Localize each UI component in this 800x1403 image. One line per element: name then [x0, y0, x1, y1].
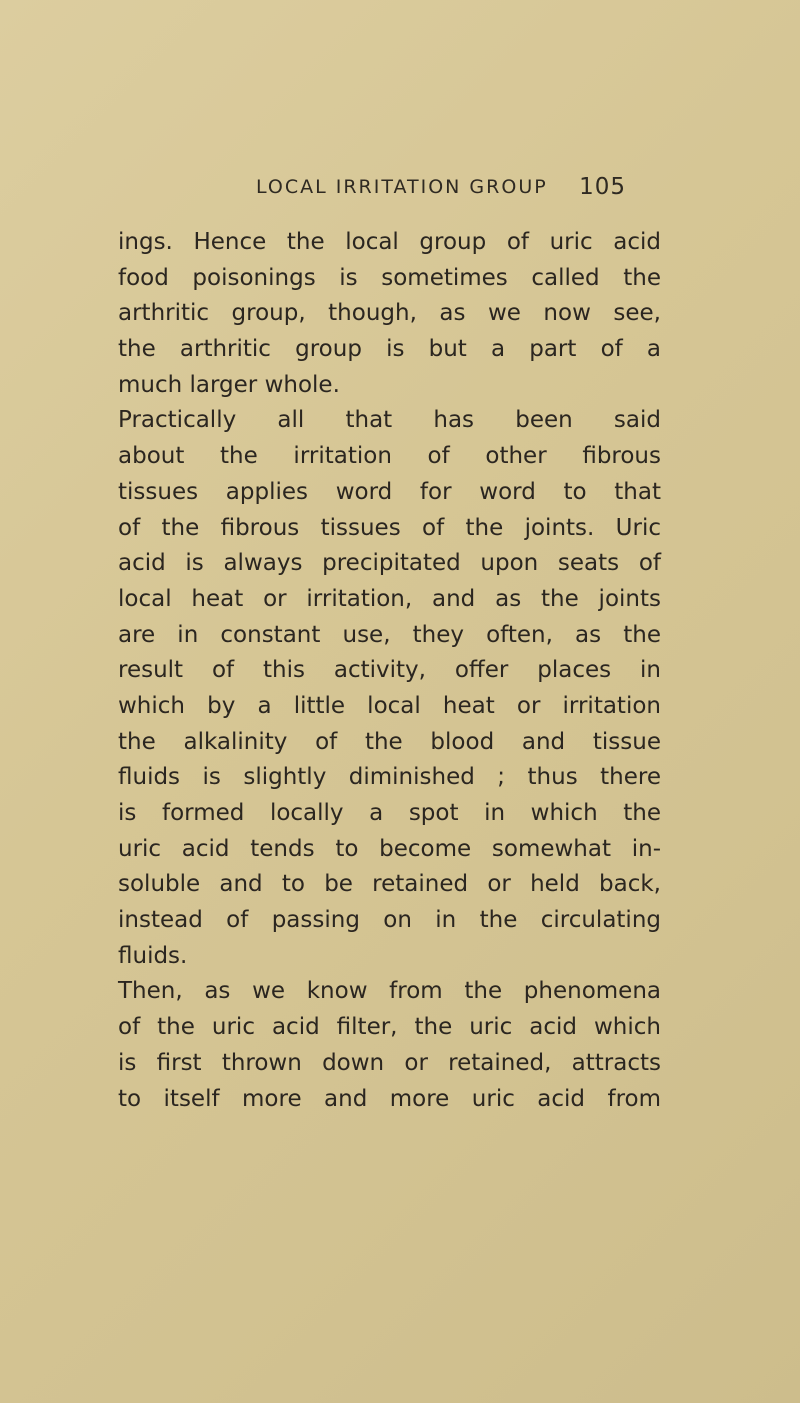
text-line: of the uric acid filter, the uric acid which: [118, 1014, 661, 1041]
text-line: Then, as we know from the phenomena: [118, 978, 661, 1005]
text-line: about the irritation of other fibrous: [118, 443, 661, 470]
text-line: arthritic group, though, as we now see,: [118, 300, 661, 327]
text-line: fluids is slightly diminished ; thus there: [118, 764, 661, 791]
text-line: is formed locally a spot in which the: [118, 800, 661, 826]
text-line: tissues applies word for word to that: [118, 478, 661, 505]
text-line: Practically all that has been said: [118, 407, 661, 434]
text-line: of the fibrous tissues of the joints. Uric: [118, 514, 661, 541]
text-line: the arthritic group is but a part of a: [118, 336, 661, 363]
text-line: local heat or irritation, and as the joints: [118, 585, 661, 612]
text-line: the alkalinity of the blood and tissue: [118, 728, 661, 755]
text-line: is first thrown down or retained, attracts: [118, 1049, 661, 1076]
text-line: result of this activity, offer places in: [118, 657, 661, 684]
text-line: soluble and to be retained or held back,: [118, 871, 661, 898]
text-line: are in constant use, they often, as the: [118, 621, 661, 648]
text-line: uric acid tends to become somewhat in-: [118, 835, 661, 862]
text-line: fluids.: [118, 942, 188, 969]
page-number: 105: [579, 174, 626, 200]
text-line: to itself more and more uric acid from: [118, 1085, 661, 1112]
text-line: instead of passing on in the circulating: [118, 907, 661, 934]
body-text: [118, 225, 661, 1117]
running-head: [256, 172, 626, 202]
text-line: which by a little local heat or irritation: [118, 692, 661, 719]
text-line: food poisonings is sometimes called the: [118, 264, 661, 291]
running-title: LOCAL IRRITATION GROUP: [256, 176, 548, 198]
text-line: ings. Hence the local group of uric acid: [118, 229, 661, 255]
text-line: much larger whole.: [118, 371, 340, 398]
text-line: acid is always precipitated upon seats of: [118, 550, 661, 577]
